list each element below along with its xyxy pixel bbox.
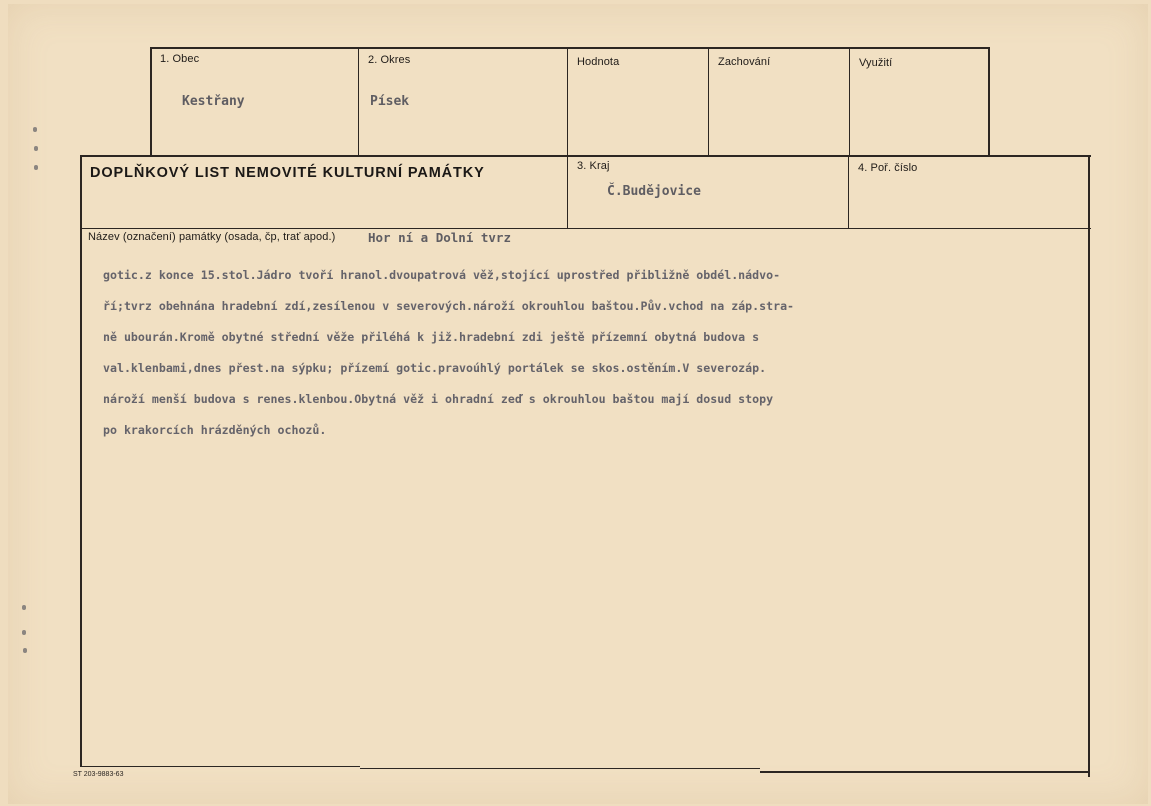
hodnota-label: Hodnota	[577, 56, 620, 68]
description-text	[103, 252, 794, 454]
description-line: ří;tvrz obehnána hradební zdí,zesílenou v severových.nároží okrouhlou baštou.Pův.vchod na záp.stra-	[103, 298, 795, 313]
nazev-value: Hor ní a Dolní tvrz	[368, 230, 511, 245]
punch-hole	[22, 605, 26, 610]
okres-value: Písek	[370, 94, 410, 109]
punch-hole	[22, 630, 26, 635]
nazev-label: Název (označení) památky (osada, čp, trať apod.)	[88, 231, 336, 243]
okres-label: 2. Okres	[368, 54, 411, 66]
kraj-value: Č.Budějovice	[607, 184, 701, 199]
punch-hole	[34, 146, 38, 151]
cislo-label: 4. Poř. číslo	[858, 162, 918, 174]
description-line: gotic.z konce 15.stol.Jádro tvoří hranol.dvoupatrová věž,stojící uprostřed přibližně obdél.nádvo-	[103, 267, 781, 282]
punch-hole	[33, 127, 37, 132]
obec-label: 1. Obec	[160, 53, 200, 65]
form-title: DOPLŇKOVÝ LIST NEMOVITÉ KULTURNÍ PAMÁTKY	[90, 165, 485, 181]
description-line: nároží menší budova s renes.klenbou.Obytná věž i ohradní zeď s okrouhlou baštou mají dosud stopy	[103, 391, 774, 406]
form-code: ST 203-9883-63	[73, 771, 124, 778]
vyuziti-label: Využití	[859, 57, 893, 69]
punch-hole	[23, 648, 27, 653]
obec-value: Kestřany	[182, 94, 245, 109]
punch-hole	[34, 165, 38, 170]
zachovani-label: Zachování	[718, 56, 771, 68]
kraj-label: 3. Kraj	[577, 160, 610, 172]
description-line: ně ubourán.Kromě obytné střední věže přiléhá k již.hradební zdi ještě přízemní obytná budova s	[103, 329, 760, 344]
description-line: po krakorcích hrázděných ochozů.	[103, 422, 327, 437]
description-line: val.klenbami,dnes přest.na sýpku; přízemí gotic.pravoúhlý portálek se skos.ostěním.V severozáp.	[103, 360, 767, 375]
